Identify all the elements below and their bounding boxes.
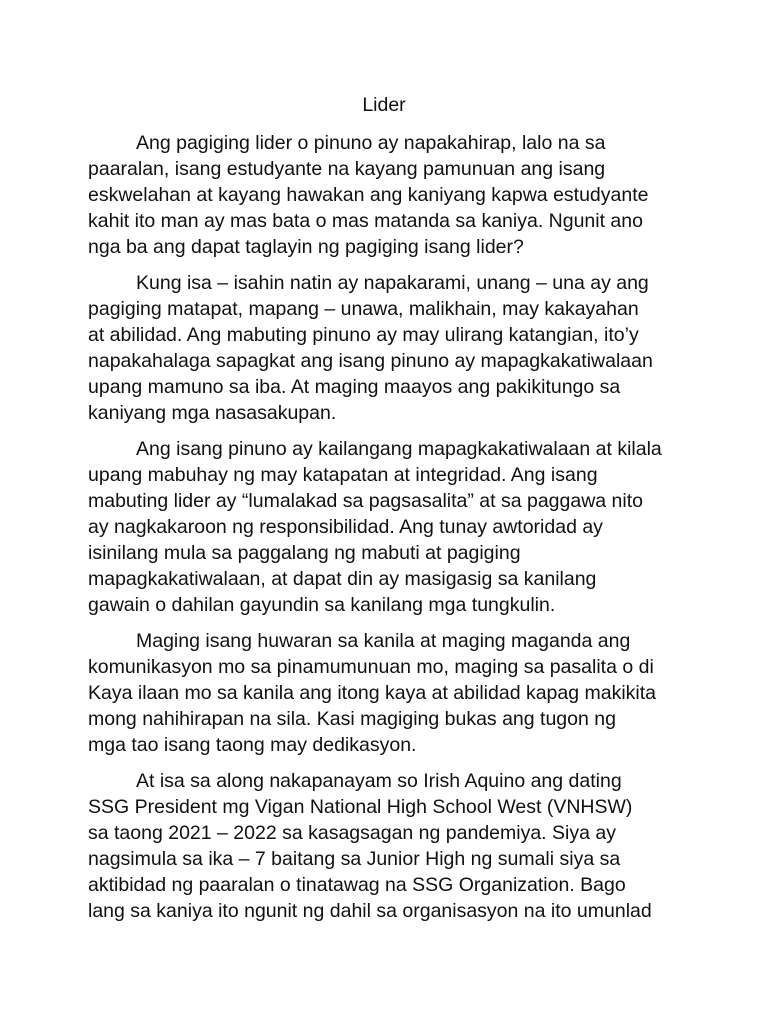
paragraph-1 [88,130,678,260]
text-line: lang sa kaniya ito ngunit ng dahil sa organisasyon na ito umunlad [88,900,652,922]
text-line: ay nagkakaroon ng responsibilidad. Ang tunay awtoridad ay [88,516,603,538]
text-line: upang mabuhay ng may katapatan at integridad. Ang isang [88,464,598,486]
text-line: Ang pagiging lider o pinuno ay napakahirap, lalo na sa [136,132,606,154]
text-line: nagsimula sa ika – 7 baitang sa Junior High ng sumali siya sa [88,848,621,870]
text-line: mapagkakatiwalaan, at dapat din ay masigasig sa kanilang [88,568,597,590]
text-line: kaniyang mga nasasakupan. [88,402,337,424]
text-line: aktibidad ng paaralan o tinatawag na SSG Organization. Bago [88,874,626,896]
text-line: mabuting lider ay “lumalakad sa pagsasalita” at sa paggawa nito [88,490,643,512]
text-line: At isa sa along nakapanayam so Irish Aquino ang dating [136,770,622,792]
text-line: upang mamuno sa iba. At maging maayos ang pakikitungo sa [88,376,621,398]
text-line: napakahalaga sapagkat ang isang pinuno ay mapagkakatiwalaan [88,350,653,372]
text-line: sa taong 2021 – 2022 sa kasagsagan ng pandemiya. Siya ay [88,822,616,844]
paragraph-4 [88,628,678,758]
text-line: paaralan, isang estudyante na kayang pamunuan ang isang [88,158,606,180]
text-line: SSG President mg Vigan National High School West (VNHSW) [88,796,633,818]
text-line: nga ba ang dapat taglayin ng pagiging isang lider? [88,236,524,258]
document-body [88,130,678,934]
text-line: mong nahihirapan na sila. Kasi magiging bukas ang tugon ng [88,708,616,730]
text-line: Ang isang pinuno ay kailangang mapagkakatiwalaan at kilala [136,438,662,460]
text-line: at abilidad. Ang mabuting pinuno ay may ulirang katangian, ito’y [88,324,639,346]
text-line: komunikasyon mo sa pinamumunuan mo, maging sa pasalita o di [88,656,654,678]
text-line: Kung isa – isahin natin ay napakarami, unang – una ay ang [136,272,649,294]
text-line: isinilang mula sa paggalang ng mabuti at pagiging [88,542,521,564]
text-line: pagiging matapat, mapang – unawa, malikhain, may kakayahan [88,298,639,320]
text-line: Maging isang huwaran sa kanila at maging maganda ang [136,630,631,652]
paragraph-2 [88,270,678,426]
text-line: eskwelahan at kayang hawakan ang kaniyang kapwa estudyante [88,184,649,206]
text-line: mga tao isang taong may dedikasyon. [88,734,417,756]
document-title: Lider [362,94,406,116]
text-line: kahit ito man ay mas bata o mas matanda sa kaniya. Ngunit ano [88,210,643,232]
text-line: gawain o dahilan gayundin sa kanilang mga tungkulin. [88,594,556,616]
paragraph-3 [88,436,678,618]
paragraph-5 [88,768,678,924]
text-line: Kaya ilaan mo sa kanila ang itong kaya at abilidad kapag makikita [88,682,657,704]
